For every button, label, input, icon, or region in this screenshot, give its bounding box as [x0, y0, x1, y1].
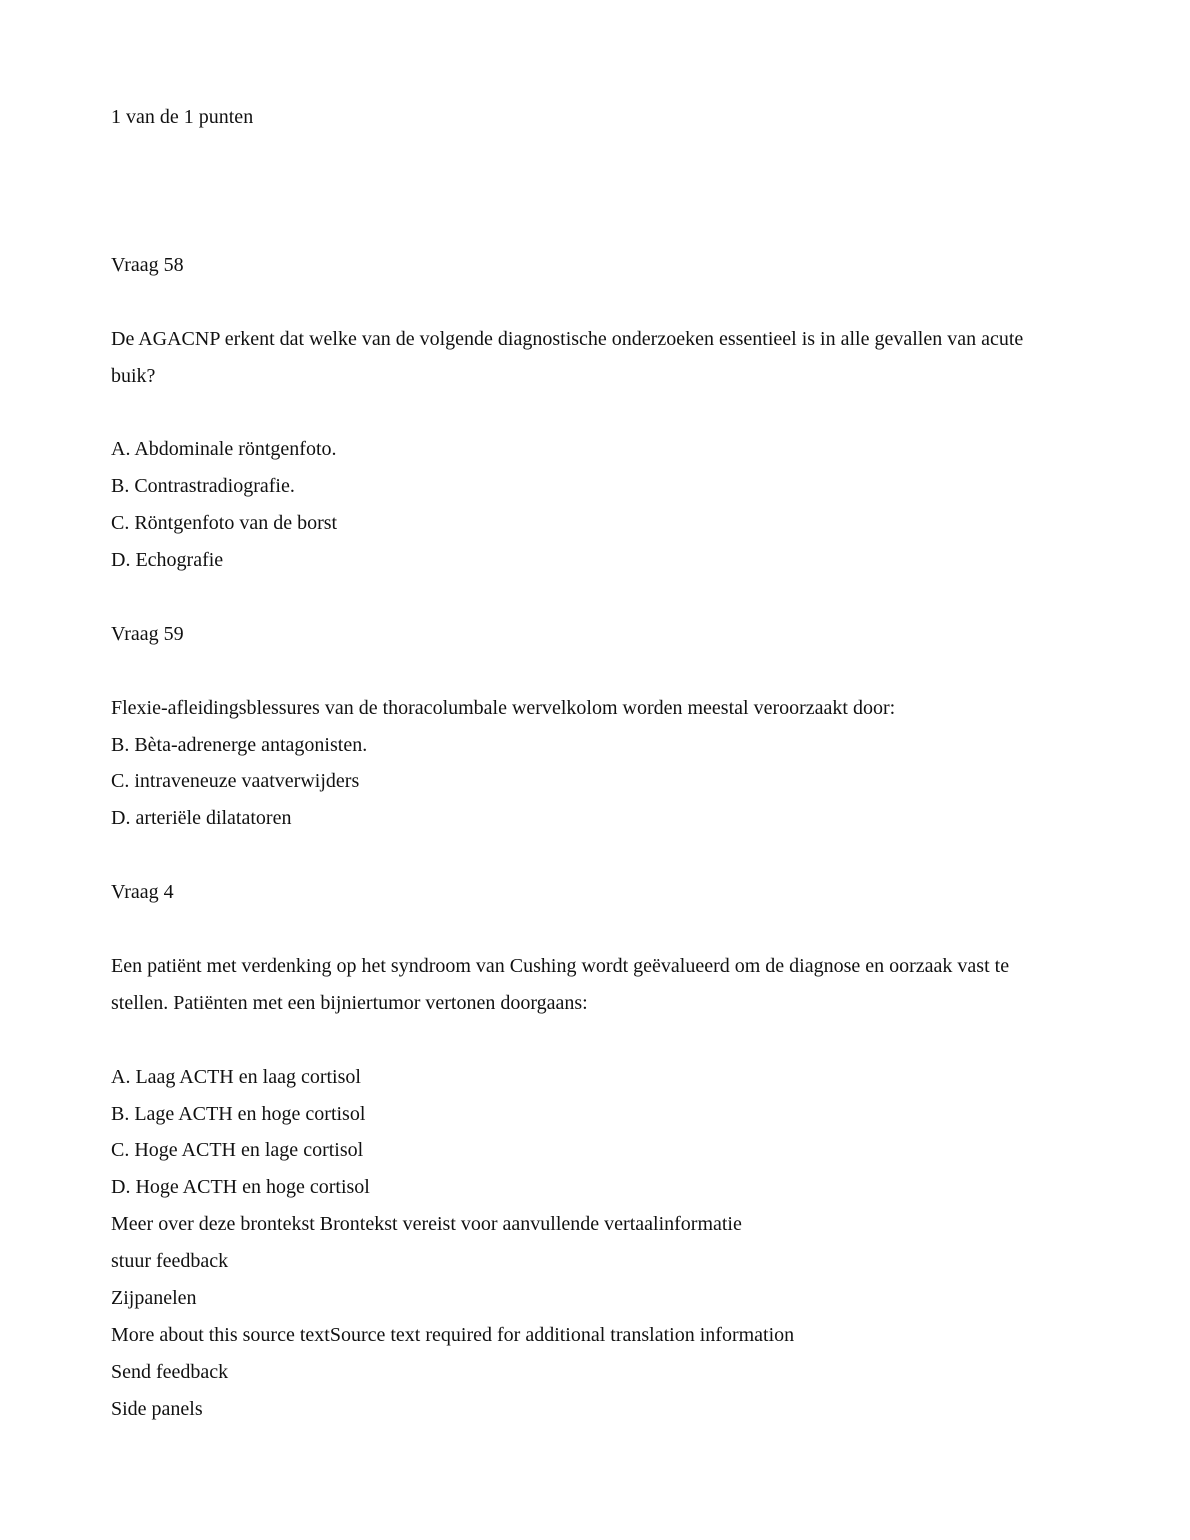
- answer-option: C. Hoge ACTH en lage cortisol: [111, 1139, 364, 1161]
- answer-option: C. Röntgenfoto van de borst: [111, 512, 338, 534]
- question-title: Vraag 4: [111, 881, 174, 903]
- answer-option: D. Hoge ACTH en hoge cortisol: [111, 1176, 370, 1198]
- answer-option: D. arteriële dilatatoren: [111, 807, 292, 829]
- answer-option: A. Laag ACTH en laag cortisol: [111, 1066, 361, 1088]
- question-text: Flexie-afleidingsblessures van de thoracolumbale wervelkolom worden meestal veroorzaakt door:: [111, 697, 896, 719]
- answer-option: D. Echografie: [111, 549, 224, 571]
- answer-option: B. Contrastradiografie.: [111, 475, 295, 497]
- answer-option: A. Abdominale röntgenfoto.: [111, 438, 337, 460]
- question-text: Een patiënt met verdenking op het syndroom van Cushing wordt geëvalueerd om de diagnose en oorzaak vast te stellen. Patiënten met een bijniertumor vertonen doorgaans:: [111, 955, 1010, 1014]
- source-text-info-en: More about this source textSource text required for additional translation information: [111, 1324, 795, 1346]
- source-text-info: Meer over deze brontekst Brontekst vereist voor aanvullende vertaalinformatie: [111, 1213, 742, 1235]
- answer-option: B. Lage ACTH en hoge cortisol: [111, 1103, 366, 1125]
- side-panels-label: Zijpanelen: [111, 1287, 197, 1309]
- question-text: De AGACNP erkent dat welke van de volgende diagnostische onderzoeken essentieel is in alle gevallen van acute buik?: [111, 328, 1024, 387]
- send-feedback-link-en: Send feedback: [111, 1361, 229, 1383]
- question-title: Vraag 58: [111, 254, 184, 276]
- answer-option: B. Bèta-adrenerge antagonisten.: [111, 734, 368, 756]
- score-text: 1 van de 1 punten: [111, 106, 254, 128]
- answer-option: C. intraveneuze vaatverwijders: [111, 770, 360, 792]
- side-panels-label-en: Side panels: [111, 1398, 203, 1420]
- send-feedback-link: stuur feedback: [111, 1250, 229, 1272]
- question-title: Vraag 59: [111, 623, 184, 645]
